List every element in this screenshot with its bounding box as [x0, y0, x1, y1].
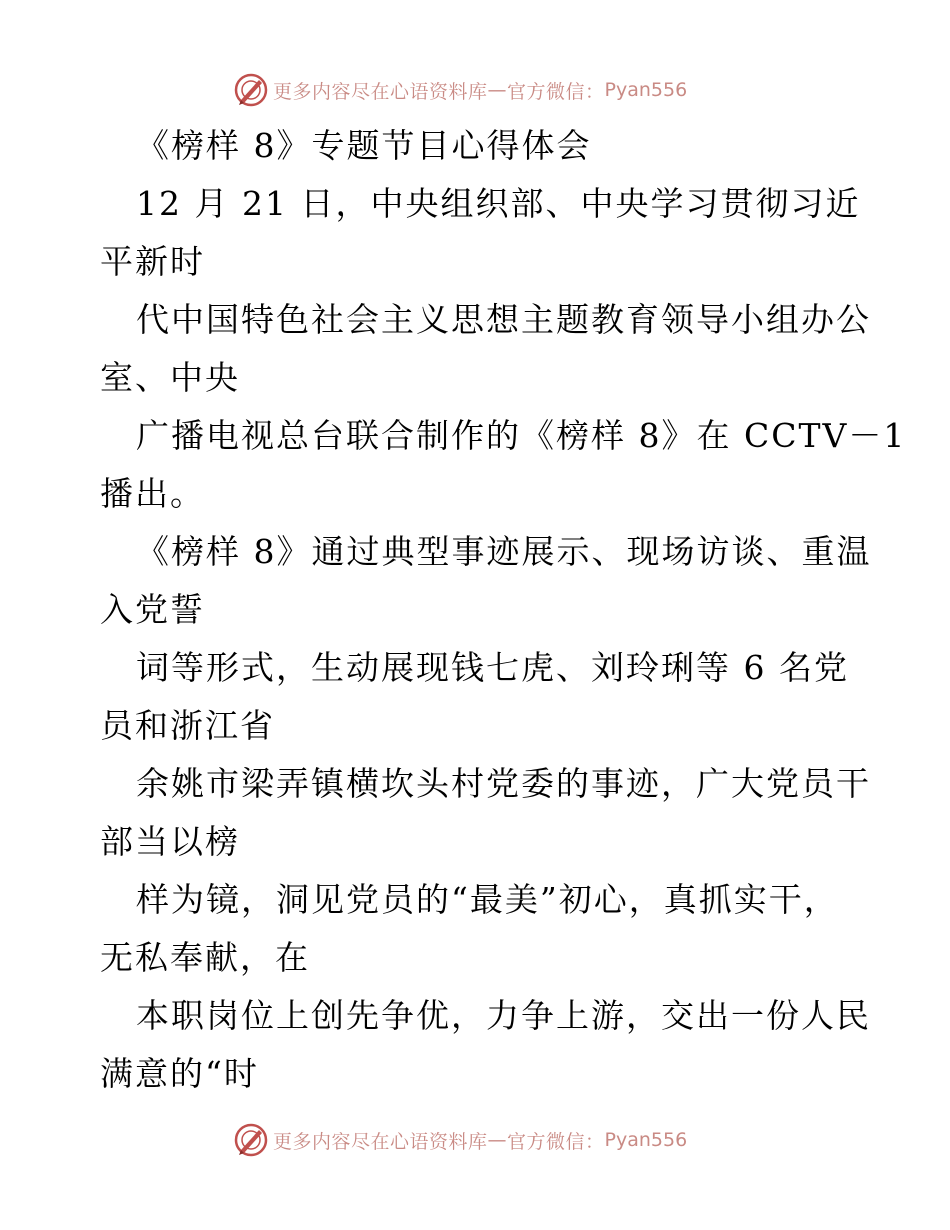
- pen-logo-icon: [233, 72, 269, 108]
- text-line: 样为镜，洞见党员的“最美”初心，真抓实干，: [136, 880, 839, 919]
- watermark-wechat-label: 官方微信：: [507, 1130, 605, 1153]
- text-line: 广播电视总台联合制作的《榜样 8》在 CCTV－1: [136, 416, 907, 455]
- text-line: 词等形式，生动展现钱七虎、刘玲琍等 6 名党: [136, 648, 849, 687]
- text-line: 满意的“时: [100, 1054, 259, 1093]
- text-line: 平新时: [100, 242, 205, 281]
- document-title: 《榜样 8》专题节目心得体会: [136, 126, 592, 165]
- text-line: 播出。: [100, 474, 205, 513]
- watermark-text: 更多内容尽在心语资料库: [273, 80, 488, 103]
- text-line: 无私奉献，在: [100, 938, 310, 977]
- pen-logo-icon: [233, 1122, 269, 1158]
- watermark-wechat-label: 官方微信：: [507, 80, 605, 103]
- document-body: [100, 117, 907, 1103]
- watermark-separator: —: [487, 1129, 508, 1151]
- text-line: 部当以榜: [100, 822, 240, 861]
- text-line: 12 月 21 日，中央组织部、中央学习贯彻习近: [136, 184, 861, 223]
- watermark-banner-bottom: [233, 1121, 687, 1159]
- text-line: 代中国特色社会主义思想主题教育领导小组办公: [136, 300, 871, 339]
- text-line: 入党誓: [100, 590, 205, 629]
- text-line: 员和浙江省: [100, 706, 275, 745]
- watermark-wechat-id: Pyan556: [604, 1129, 688, 1151]
- watermark-separator: —: [487, 79, 508, 101]
- text-line: 《榜样 8》通过典型事迹展示、现场访谈、重温: [136, 532, 872, 571]
- watermark-banner-top: [233, 71, 687, 109]
- text-line: 本职岗位上创先争优，力争上游，交出一份人民: [136, 996, 871, 1035]
- watermark-wechat-id: Pyan556: [604, 79, 688, 101]
- text-line: 余姚市梁弄镇横坎头村党委的事迹，广大党员干: [136, 764, 871, 803]
- watermark-text: 更多内容尽在心语资料库: [273, 1130, 488, 1153]
- text-line: 室、中央: [100, 358, 240, 397]
